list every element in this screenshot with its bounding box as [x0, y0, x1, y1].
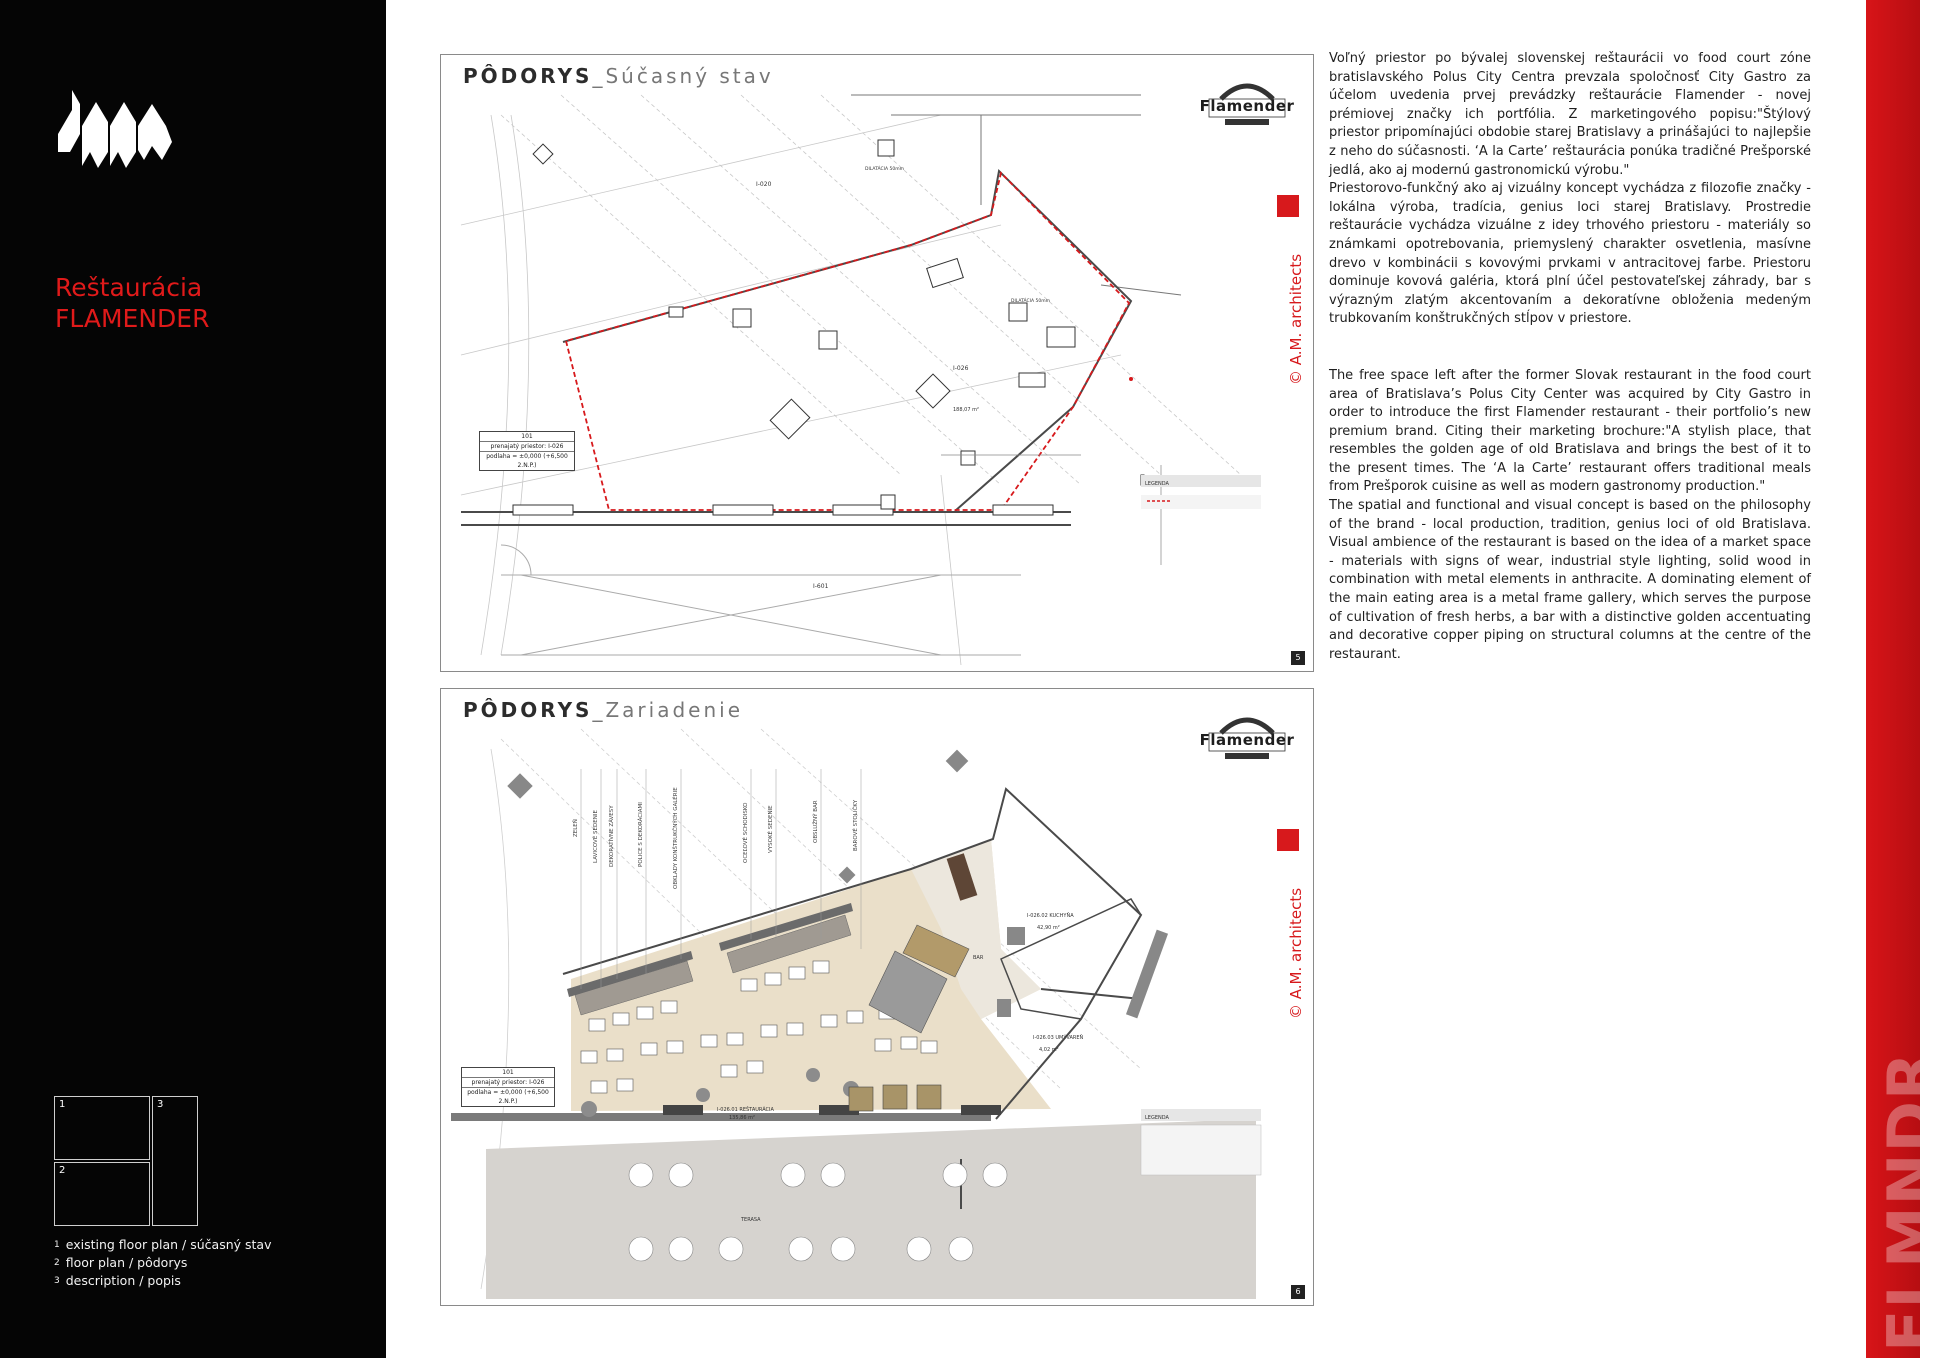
legend-item: $^3$ description / popis — [54, 1273, 181, 1288]
callout-label: VYSOKÉ SEDENIE — [768, 805, 774, 853]
flamender-badge: Flamender — [1199, 703, 1295, 773]
callout-label: BAROVÉ STOLIČKY — [853, 799, 859, 851]
room-label-i020: I-020 — [756, 181, 772, 188]
architects-credit: © A.M. architects — [1287, 887, 1305, 1019]
flamender-badge: Flamender — [1199, 69, 1295, 139]
am-mark-icon — [1277, 195, 1299, 217]
project-title — [55, 272, 209, 334]
layout-key-diagram — [54, 1096, 198, 1226]
legend-label: LEGENDA — [1145, 481, 1169, 487]
panel-title: PÔDORYS_Súčasný stav — [463, 64, 774, 88]
furnished-floor-plan-drawing — [441, 689, 1315, 1307]
am-mark-icon — [1277, 829, 1299, 851]
callout-label: POLICE S DEKORÁCIAMI — [638, 802, 644, 867]
room-label-i026: I-026 — [953, 365, 969, 372]
rented-space-box: 101 prenajatý priestor: I-026 podlaha = ±0,000 (+6,500 2.N.P.) — [461, 1067, 555, 1107]
bar-label: BAR — [973, 955, 984, 961]
legend-item: $^2$ floor plan / pôdorys — [54, 1255, 188, 1270]
callout-label: OBKLADY KONŠTRUKČNÝCH GALÉRIE — [673, 787, 679, 889]
description — [1329, 50, 1811, 664]
room-label-restaurant: I-026.01 REŠTAURÁCIA — [717, 1107, 774, 1113]
layout-legend — [54, 1236, 271, 1290]
callout-label: ZELEŇ — [573, 819, 579, 837]
description-en-paragraph-2: The spatial and functional and visual concept is based on the philosophy of the brand - local production, tradition, genius loci of old Bratislava. Visual ambience of the restaurant is based on the idea of a market space - materials with signs of wear, industrial style lighting, solid wood in combination with metal elements in anthracite. A dominating element of the main eating area is a metal frame gallery, which serves the purpose of cultivation of fresh herbs, a bar with a distinctive golden accentuating and decorative copper piping on structural columns at the centre of the restaurant. — [1329, 498, 1811, 662]
callout-label: LAVICOVÉ SEDENIE — [593, 810, 599, 863]
sheet-number: 6 — [1291, 1285, 1305, 1299]
architects-credit: © A.M. architects — [1287, 253, 1305, 385]
room-area-washroom: 4,02 m² — [1039, 1047, 1059, 1053]
description-en-paragraph-1: The free space left after the former Slovak restaurant in the food court area of Bratislava’s Polus City Center was acquired by City Gastro in order to introduce the first Flamender restaurant - their portfolio’s new premium brand. Citing their marketing brochure:"A stylish place, that resembles the golden age of old Bratislava and brings the best of it to the present times. The ‘A la Carte’ restaurant offers traditional meals from Prešporok cuisine as well as modern gastronomy production." — [1329, 367, 1811, 495]
room-area-kitchen: 42,90 m² — [1037, 925, 1060, 931]
dilatation-label: DILATÁCIA 50mm — [1011, 299, 1051, 304]
room-label-i601: I-601 — [813, 583, 829, 590]
strip-word: FLMNDR — [1874, 1051, 1947, 1352]
existing-floor-plan-panel — [440, 54, 1314, 672]
room-area-i026: 188,07 m² — [953, 407, 979, 413]
project-title-line1: Reštaurácia — [55, 273, 203, 302]
dilatation-label: DILATÁCIA 50mm — [865, 167, 905, 172]
description-sk-paragraph-1: Voľný priestor po bývalej slovenskej reštaurácii vo food court zóne bratislavského Polus City Centra prevzala spoločnosť City Gastro za účelom uvedenia prvej prevádzky reštaurácie Flamender - novej prémiovej značky ich portfólia. Z marketingového popisu:"Štýlový priestor pripomínajúci obdobie starej Bratislavy a prinášajúci to najlepšie z neho do súčasnosti. ‘A la Carte’ reštaurácia ponúka tradičné Prešporské jedlá, ako aj modernú gastronomickú výrobu." — [1329, 51, 1811, 178]
legend-item: $^1$ existing floor plan / súčasný stav — [54, 1237, 272, 1252]
project-title-line2: FLAMENDER — [55, 304, 210, 333]
description-sk-paragraph-2: Priestorovo-funkčný ako aj vizuálny koncept vychádza z filozofie značky - lokálna výroba, tradícia, genius loci starej Bratislavy. Prostredie reštaurácie vychádza vizuálne z idey trhového priestoru - materiály so známkami opotrebovania, priemyslený charakter osvetlenia, masívne drevo v kombinácii s kovovými prvkami v antracitovej farbe. Priestoru dominuje kovová galéria, ktorá plní účel pestovateľskej záhrady, bar s výrazným zlatým akcentovaním a dekoratívne obloženia medeným trubkovaním konštrukčných stĺpov v priestore. — [1329, 181, 1811, 327]
room-label-kitchen: I-026.02 KUCHYŇA — [1027, 913, 1074, 919]
callout-label: OCEĽOVÉ SCHODISKO — [743, 802, 749, 863]
layout-key-box-3: 3 — [152, 1096, 198, 1226]
room-area-restaurant: 135,86 m² — [729, 1115, 755, 1121]
furnished-floor-plan-panel — [440, 688, 1314, 1306]
callout-label: DEKORATÍVNE ZÁVESY — [609, 805, 615, 867]
room-label-washroom: I-026.03 UMÝVAREŇ — [1033, 1035, 1084, 1041]
existing-floor-plan-drawing — [441, 55, 1315, 673]
sheet-number: 5 — [1291, 651, 1305, 665]
panel-title: PÔDORYS_Zariadenie — [463, 698, 743, 722]
terrace-label: TERASA — [741, 1217, 761, 1223]
callout-label: OBSLUŽNÝ BAR — [813, 800, 819, 843]
rented-space-box: 101 prenajatý priestor: I-026 podlaha = ±0,000 (+6,500 2.N.P.) — [479, 431, 575, 471]
layout-key-box-2: 2 — [54, 1162, 150, 1226]
legend-label: LEGENDA — [1145, 1115, 1169, 1121]
sidebar — [0, 0, 386, 1358]
am-architects-logo — [58, 90, 172, 174]
layout-key-box-1: 1 — [54, 1096, 150, 1160]
